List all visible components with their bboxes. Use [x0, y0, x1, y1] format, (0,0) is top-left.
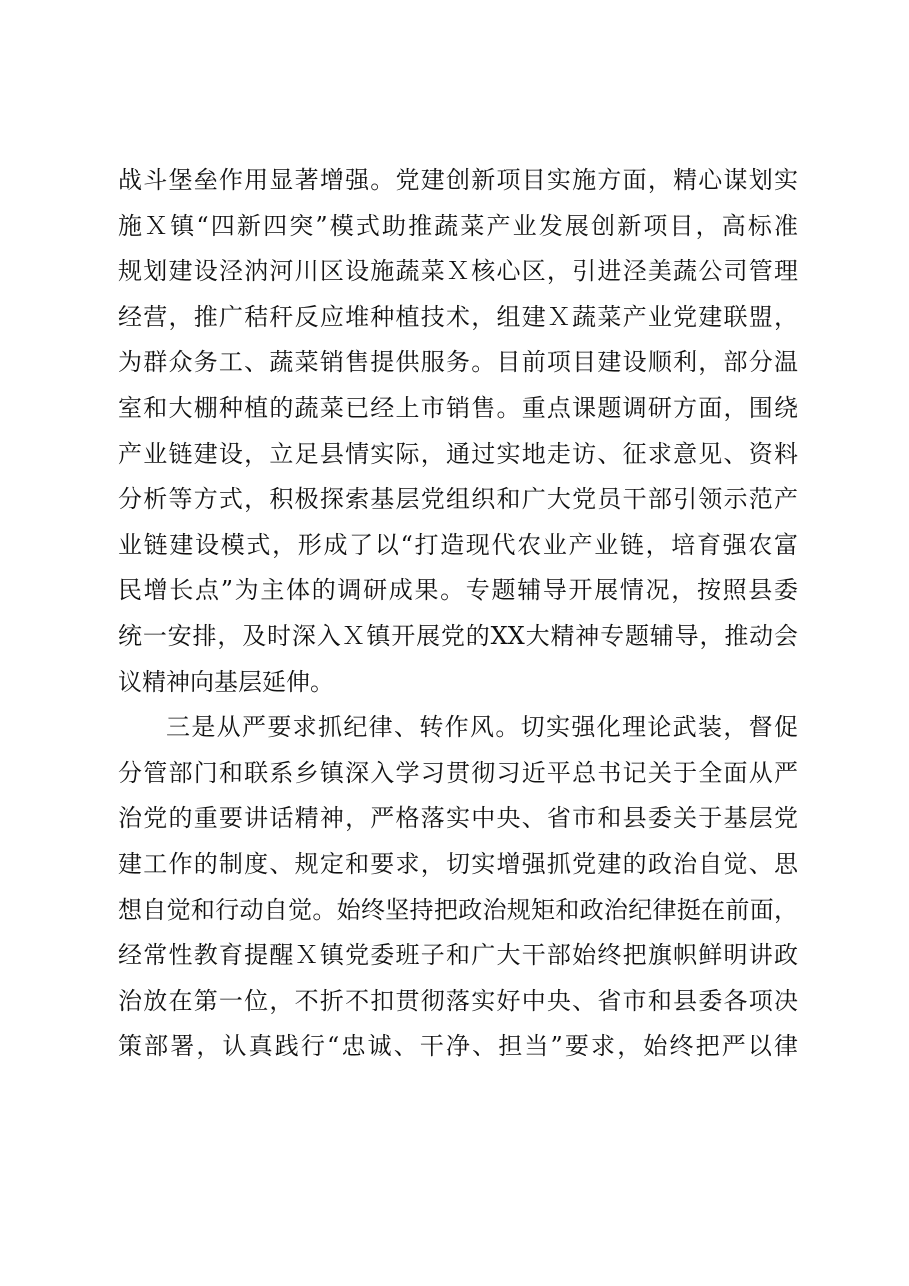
text-line: 分析等方式，积极探索基层党组织和广大党员干部引领示范产 — [118, 485, 798, 514]
text-line: 策部署，认真践行“忠诚、干净、担当”要求，始终把严以律 — [118, 1032, 798, 1061]
text-line: 产业链建设，立足县情实际，通过实地走访、征求意见、资料 — [118, 439, 798, 468]
text-line: 治党的重要讲话精神，严格落实中央、省市和县委关于基层党 — [118, 804, 798, 833]
text-line: 室和大棚种植的蔬菜已经上市销售。重点课题调研方面，围绕 — [118, 393, 798, 422]
text-line: 统一安排，及时深入Ｘ镇开展党的XX大精神专题辅导，推动会 — [118, 621, 798, 650]
text-line: 经常性教育提醒Ｘ镇党委班子和广大干部始终把旗帜鲜明讲政 — [118, 941, 798, 970]
text-line: 经营，推广秸秆反应堆种植技术，组建Ｘ蔬菜产业党建联盟， — [118, 302, 798, 331]
paragraph-first-line: 三是从严要求抓纪律、转作风。切实强化理论武装，督促 — [166, 713, 798, 742]
paragraph-end-line: 议精神向基层延伸。 — [118, 667, 334, 696]
text-line: 施Ｘ镇“四新四突”模式助推蔬菜产业发展创新项目，高标准 — [118, 211, 798, 240]
text-line: 战斗堡垒作用显著增强。党建创新项目实施方面，精心谋划实 — [118, 166, 798, 194]
text-line: 治放在第一位，不折不扣贯彻落实好中央、省市和县委各项决 — [118, 986, 798, 1015]
text-line: 民增长点”为主体的调研成果。专题辅导开展情况，按照县委 — [118, 576, 798, 605]
text-line: 分管部门和联系乡镇深入学习贯彻习近平总书记关于全面从严 — [118, 758, 798, 787]
body-text — [118, 158, 798, 1070]
text-line: 业链建设模式，形成了以“打造现代农业产业链，培育强农富 — [118, 530, 798, 559]
text-line: 为群众务工、蔬菜销售提供服务。目前项目建设顺利，部分温 — [118, 348, 798, 377]
text-line: 规划建设泾汭河川区设施蔬菜Ｘ核心区，引进泾美蔬公司管理 — [118, 257, 798, 286]
text-line: 建工作的制度、规定和要求，切实增强抓党建的政治自觉、思 — [118, 849, 798, 878]
text-line: 想自觉和行动自觉。始终坚持把政治规矩和政治纪律挺在前面， — [118, 895, 798, 924]
